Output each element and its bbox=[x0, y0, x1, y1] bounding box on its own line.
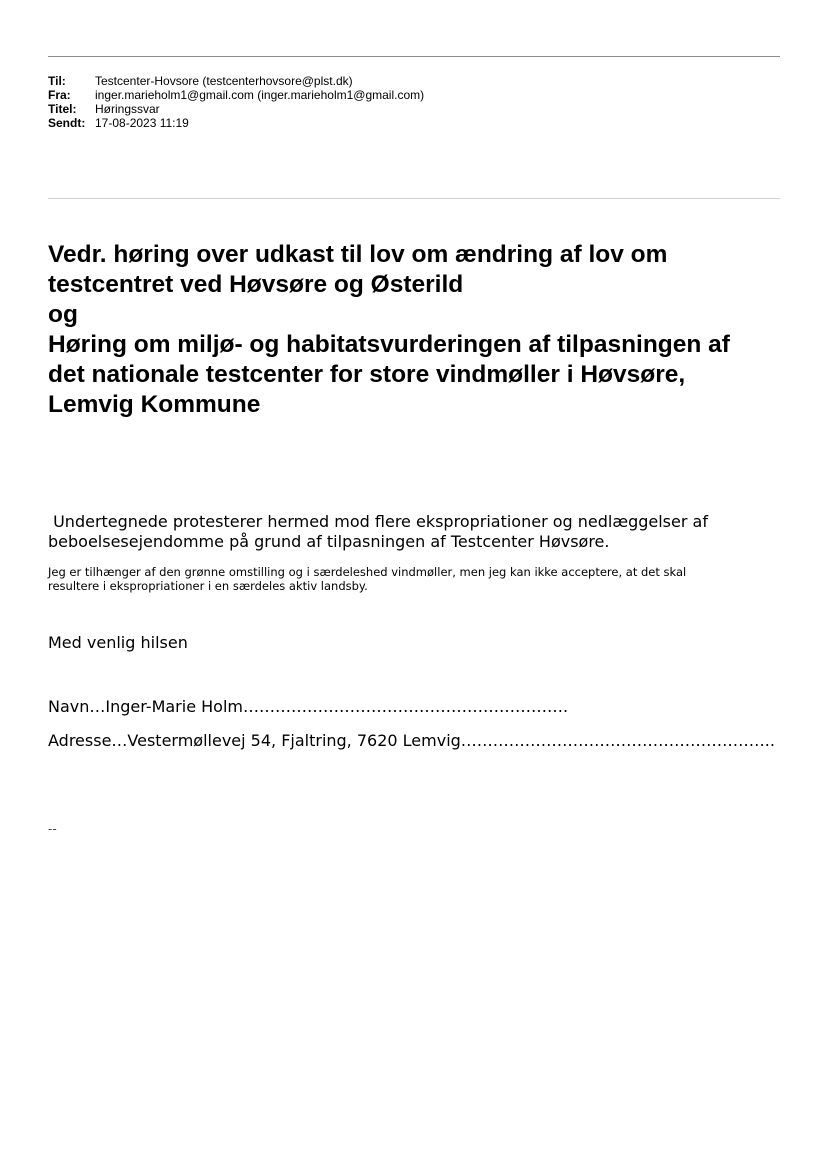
protest-paragraph bbox=[48, 512, 788, 552]
signature-address: Adresse…Vestermøllevej 54, Fjaltring, 7620 Lemvig………………………………………………….. bbox=[48, 731, 775, 750]
header-top-divider bbox=[48, 56, 780, 57]
to-value: Testcenter-Hovsore (testcenterhovsore@plst.dk) bbox=[95, 74, 353, 88]
title-value: Høringssvar bbox=[95, 102, 160, 116]
from-label: Fra: bbox=[48, 88, 71, 102]
header-bottom-divider bbox=[48, 198, 780, 199]
subject-line: Lemvig Kommune bbox=[48, 391, 261, 418]
title-row bbox=[48, 102, 424, 116]
to-row bbox=[48, 74, 424, 88]
to-label: Til: bbox=[48, 74, 66, 88]
sent-value: 17-08-2023 11:19 bbox=[95, 116, 189, 130]
signature-delimiter: -- bbox=[48, 822, 57, 836]
from-row bbox=[48, 88, 424, 102]
sent-label: Sendt: bbox=[48, 116, 86, 130]
title-label: Titel: bbox=[48, 102, 77, 116]
subject-heading bbox=[48, 240, 788, 420]
paragraph-line: Jeg er tilhænger af den grønne omstilling og i særdeleshed vindmøller, men jeg kan ikke acceptere, at det skal bbox=[48, 565, 687, 579]
closing-greeting: Med venlig hilsen bbox=[48, 633, 188, 652]
sent-row bbox=[48, 116, 424, 130]
subject-line: Vedr. høring over udkast til lov om ændring af lov om bbox=[48, 241, 668, 268]
paragraph-line: Undertegnede protesterer hermed mod flere ekspropriationer og nedlæggelser af bbox=[48, 512, 708, 531]
paragraph-line: resultere i ekspropriationer i en særdeles aktiv landsby. bbox=[48, 579, 368, 593]
subject-line: testcentret ved Høvsøre og Østerild bbox=[48, 271, 464, 298]
subject-line: det nationale testcenter for store vindmøller i Høvsøre, bbox=[48, 361, 686, 388]
email-header bbox=[48, 74, 424, 130]
support-paragraph bbox=[48, 565, 788, 593]
subject-line: Høring om miljø- og habitatsvurderingen af tilpasningen af bbox=[48, 331, 730, 358]
signature-name: Navn…Inger-Marie Holm……………………………………………………. bbox=[48, 697, 569, 716]
from-value: inger.marieholm1@gmail.com (inger.marieholm1@gmail.com) bbox=[95, 88, 425, 102]
subject-line: og bbox=[48, 301, 78, 328]
paragraph-line: beboelsesejendomme på grund af tilpasningen af Testcenter Høvsøre. bbox=[48, 532, 610, 551]
